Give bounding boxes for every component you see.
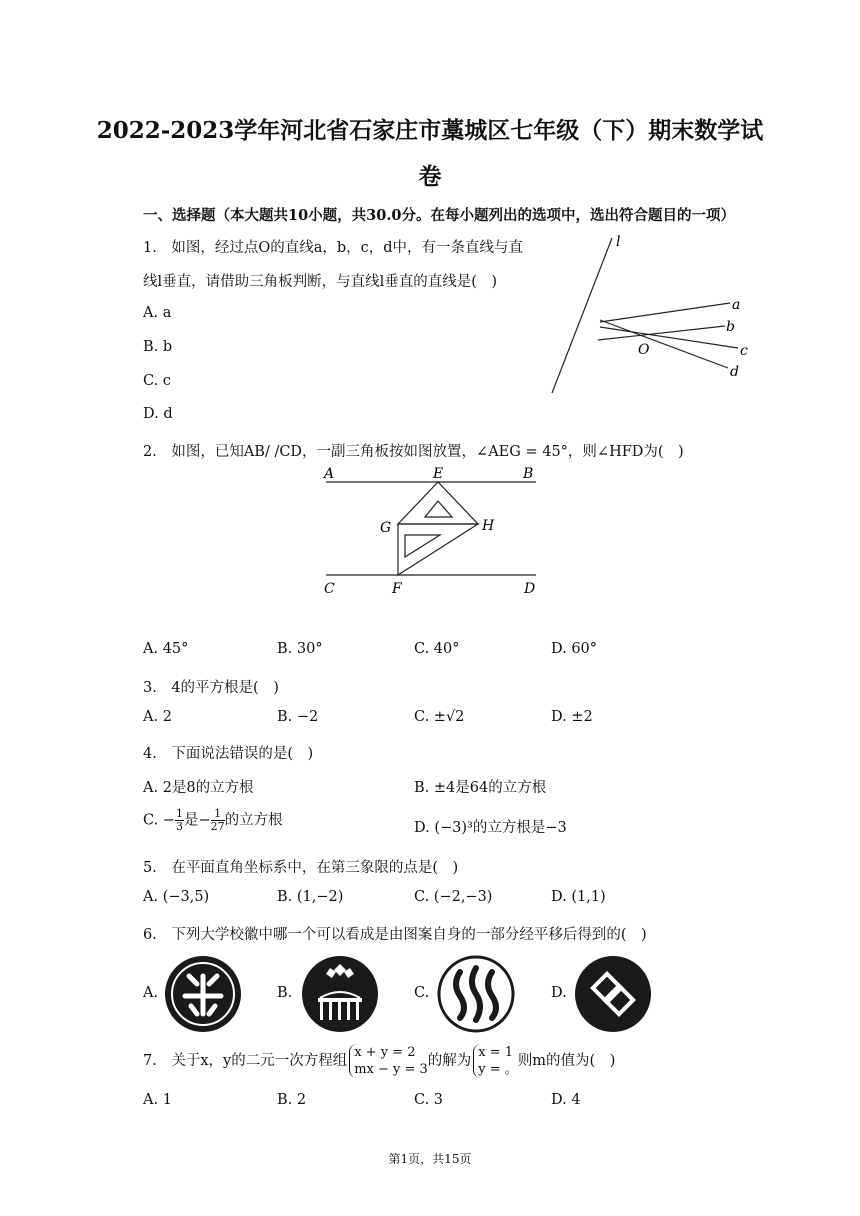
fig-label: b xyxy=(726,319,735,335)
page-title-cont: 卷 xyxy=(418,163,442,190)
emblem-c-icon xyxy=(436,954,516,1034)
equation: y = 。 xyxy=(478,1062,518,1077)
q5-option-c: C. (−2,−3) xyxy=(414,889,493,905)
frac-den: 27 xyxy=(210,820,225,833)
q7-option-a: A. 1 xyxy=(143,1092,172,1108)
frac-den: 3 xyxy=(175,820,183,833)
equation: x + y = 2 xyxy=(354,1045,416,1060)
q7-option-d: D. 4 xyxy=(551,1092,581,1108)
q5-option-a: A. (−3,5) xyxy=(143,889,210,905)
equation: x = 1 xyxy=(478,1045,514,1060)
fig-label: a xyxy=(732,297,741,313)
q3-option-d: D. ±2 xyxy=(551,709,593,725)
equation-system xyxy=(349,1044,428,1078)
fig-label: d xyxy=(730,364,739,380)
fig-label: O xyxy=(638,342,650,358)
q6-option-b: B. xyxy=(277,985,293,1001)
q1-option-c: C. c xyxy=(143,373,171,389)
q1-stem-line2: 线l垂直，请借助三角板判断，与直线l垂直的直线是( ) xyxy=(143,274,498,290)
fig-label: A xyxy=(324,466,335,482)
page-title: 2022-2023学年河北省石家庄市藁城区七年级（下）期末数学试 xyxy=(96,117,764,144)
q1-option-d: D. d xyxy=(143,406,173,422)
q6-option-a: A. xyxy=(143,985,159,1001)
q3-option-a: A. 2 xyxy=(143,709,172,725)
fig-label: C xyxy=(324,581,335,597)
q2-option-c: C. 40° xyxy=(414,641,460,657)
q4-option-b: B. ±4是64的立方根 xyxy=(414,780,547,796)
q4-option-c-mid: 是− xyxy=(183,812,211,829)
fig-label: l xyxy=(616,234,621,250)
q6-option-d: D. xyxy=(551,985,567,1001)
q7-stem-pre: 7. 关于x，y的二元一次方程组 xyxy=(143,1053,348,1069)
fraction xyxy=(175,808,184,833)
q4-option-c-pre: C. − xyxy=(143,812,175,829)
q7-stem-mid: 的解为 xyxy=(427,1053,472,1069)
q1-option-a: A. a xyxy=(143,305,172,321)
q7-stem-post: 则m的值为( ) xyxy=(517,1053,616,1069)
q6-option-c: C. xyxy=(414,985,430,1001)
emblem-b-icon xyxy=(300,954,380,1034)
page-footer: 第1页，共15页 xyxy=(388,1152,472,1166)
q7-option-c: C. 3 xyxy=(414,1092,444,1108)
q4-option-d: D. (−3)³的立方根是−3 xyxy=(414,820,567,836)
q6-stem: 6. 下列大学校徽中哪一个可以看成是由图案自身的一部分经平移后得到的( ) xyxy=(143,927,647,943)
fig-label: E xyxy=(433,466,444,482)
q1-figure xyxy=(540,230,770,400)
q4-option-c xyxy=(143,808,283,833)
q4-option-c-post: 的立方根 xyxy=(224,812,283,829)
frac-num: 1 xyxy=(211,808,225,821)
emblem-d-icon xyxy=(573,954,653,1034)
q3-option-c: C. ±√2 xyxy=(414,709,465,725)
emblem-a-icon xyxy=(163,954,243,1034)
q1-stem-line1: 1. 如图，经过点O的直线a，b，c，d中，有一条直线与直 xyxy=(143,240,524,256)
q2-option-a: A. 45° xyxy=(143,641,189,657)
solution-system xyxy=(473,1044,518,1078)
frac-num: 1 xyxy=(175,807,183,820)
q1-option-b: B. b xyxy=(143,339,173,355)
fig-label: D xyxy=(524,581,536,597)
section-heading: 一、选择题（本大题共10小题，共30.0分。在每小题列出的选项中，选出符合题目的一项） xyxy=(143,207,735,224)
q2-figure xyxy=(318,462,548,602)
q7-stem xyxy=(143,1044,615,1078)
q5-option-b: B. (1,−2) xyxy=(277,889,344,905)
fig-label: B xyxy=(523,466,534,482)
fig-label: F xyxy=(392,581,402,597)
q3-stem: 3. 4的平方根是( ) xyxy=(143,680,279,696)
q2-stem: 2. 如图，已知AB/ /CD，一副三角板按如图放置，∠AEG = 45°，则∠HFD为( ) xyxy=(143,444,684,460)
fig-label: G xyxy=(380,520,392,536)
fig-label: H xyxy=(482,518,495,534)
fraction xyxy=(211,808,225,833)
q3-option-b: B. −2 xyxy=(277,709,319,725)
q5-stem: 5. 在平面直角坐标系中，在第三象限的点是( ) xyxy=(143,860,459,876)
equation: mx − y = 3 xyxy=(354,1062,428,1077)
q5-option-d: D. (1,1) xyxy=(551,889,606,905)
q2-option-b: B. 30° xyxy=(277,641,323,657)
q2-option-d: D. 60° xyxy=(551,641,598,657)
fig-label: c xyxy=(740,343,748,359)
q4-stem: 4. 下面说法错误的是( ) xyxy=(143,746,314,762)
q7-option-b: B. 2 xyxy=(277,1092,307,1108)
q4-option-a: A. 2是8的立方根 xyxy=(143,780,254,796)
